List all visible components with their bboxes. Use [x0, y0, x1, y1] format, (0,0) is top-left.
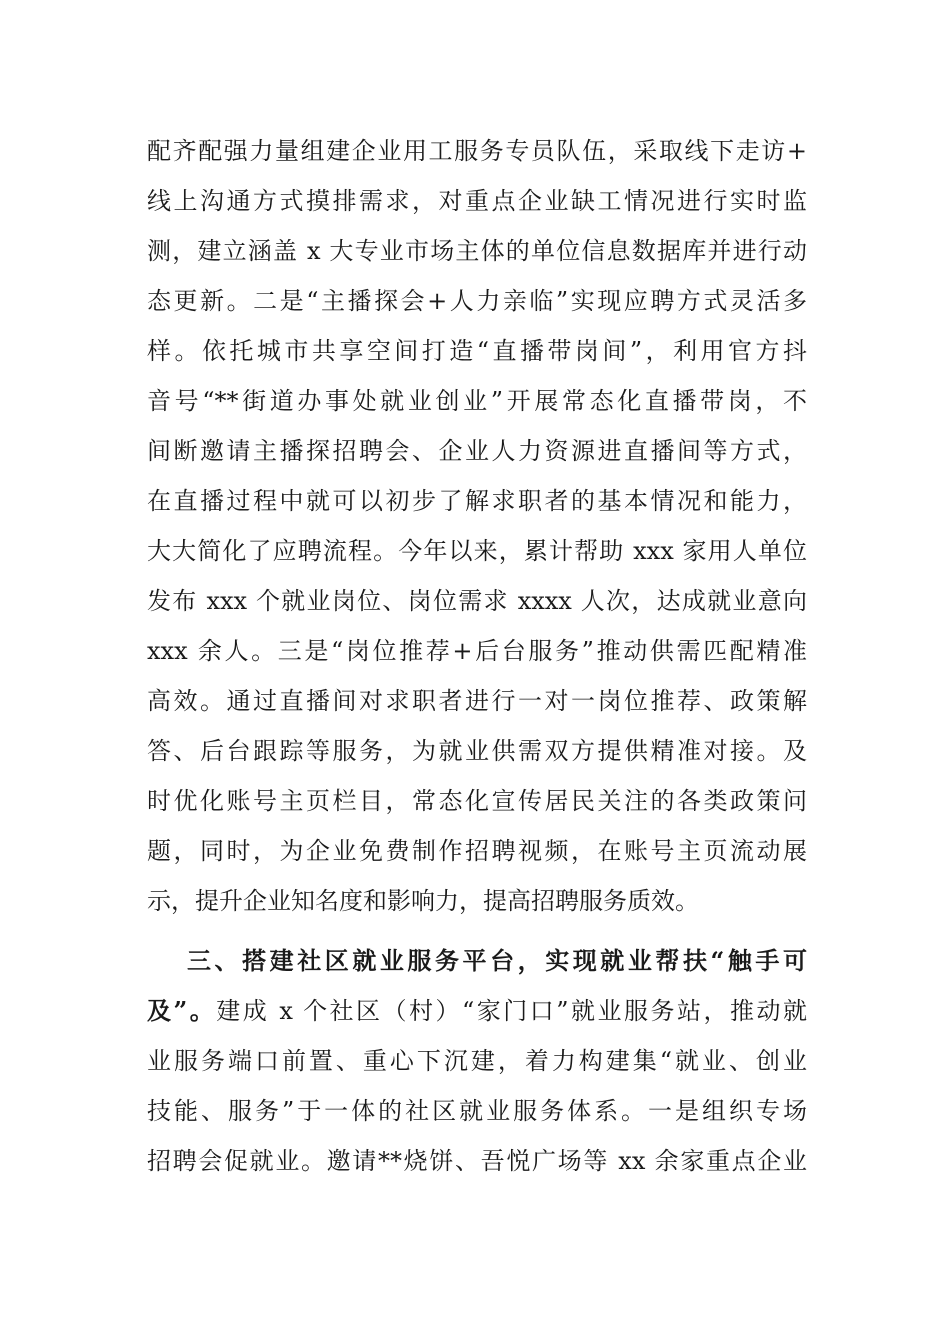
- paragraph-line: 招聘会促就业。邀请**烧饼、吾悦广场等 xx 余家重点企业: [147, 1147, 807, 1175]
- paragraph-line: 答、后台跟踪等服务，为就业供需双方提供精准对接。及: [147, 737, 807, 765]
- paragraph-line: 间断邀请主播探招聘会、企业人力资源进直播间等方式，: [147, 437, 807, 465]
- paragraph-line: 在直播过程中就可以初步了解求职者的基本情况和能力，: [147, 487, 807, 515]
- section-heading-continuation: [147, 991, 807, 1031]
- paragraph-line: 技能、服务”于一体的社区就业服务体系。一是组织专场: [147, 1097, 807, 1125]
- paragraph-line: xxx 余人。三是“岗位推荐+后台服务”推动供需匹配精准: [147, 637, 807, 665]
- section-heading-end: 及”。: [147, 996, 217, 1025]
- paragraph-line: 线上沟通方式摸排需求，对重点企业缺工情况进行实时监: [147, 187, 807, 215]
- paragraph-line: 高效。通过直播间对求职者进行一对一岗位推荐、政策解: [147, 687, 807, 715]
- paragraph-line: 测，建立涵盖 x 大专业市场主体的单位信息数据库并进行动: [147, 237, 807, 265]
- paragraph-line: 示，提升企业知名度和影响力，提高招聘服务质效。: [147, 887, 699, 915]
- paragraph-line: 发布 xxx 个就业岗位、岗位需求 xxxx 人次，达成就业意向: [147, 587, 807, 615]
- paragraph-line: 配齐配强力量组建企业用工服务专员队伍，采取线下走访+: [147, 137, 807, 165]
- paragraph-line: 态更新。二是“主播探会+人力亲临”实现应聘方式灵活多: [147, 287, 807, 315]
- paragraph-line: 时优化账号主页栏目，常态化宣传居民关注的各类政策问: [147, 787, 807, 815]
- paragraph-line: 样。依托城市共享空间打造“直播带岗间”，利用官方抖: [147, 337, 807, 365]
- paragraph-line: 题，同时，为企业免费制作招聘视频，在账号主页流动展: [147, 837, 807, 865]
- section-body-text: 建成 x 个社区（村）“家门口”就业服务站，推动就: [216, 997, 807, 1025]
- paragraph-line: 音号“**街道办事处就业创业”开展常态化直播带岗，不: [147, 387, 807, 415]
- paragraph-line: 大大简化了应聘流程。今年以来，累计帮助 xxx 家用人单位: [147, 537, 807, 565]
- paragraph-line: 业服务端口前置、重心下沉建，着力构建集“就业、创业: [147, 1047, 807, 1075]
- section-heading: 三、搭建社区就业服务平台，实现就业帮扶“触手可: [187, 946, 807, 975]
